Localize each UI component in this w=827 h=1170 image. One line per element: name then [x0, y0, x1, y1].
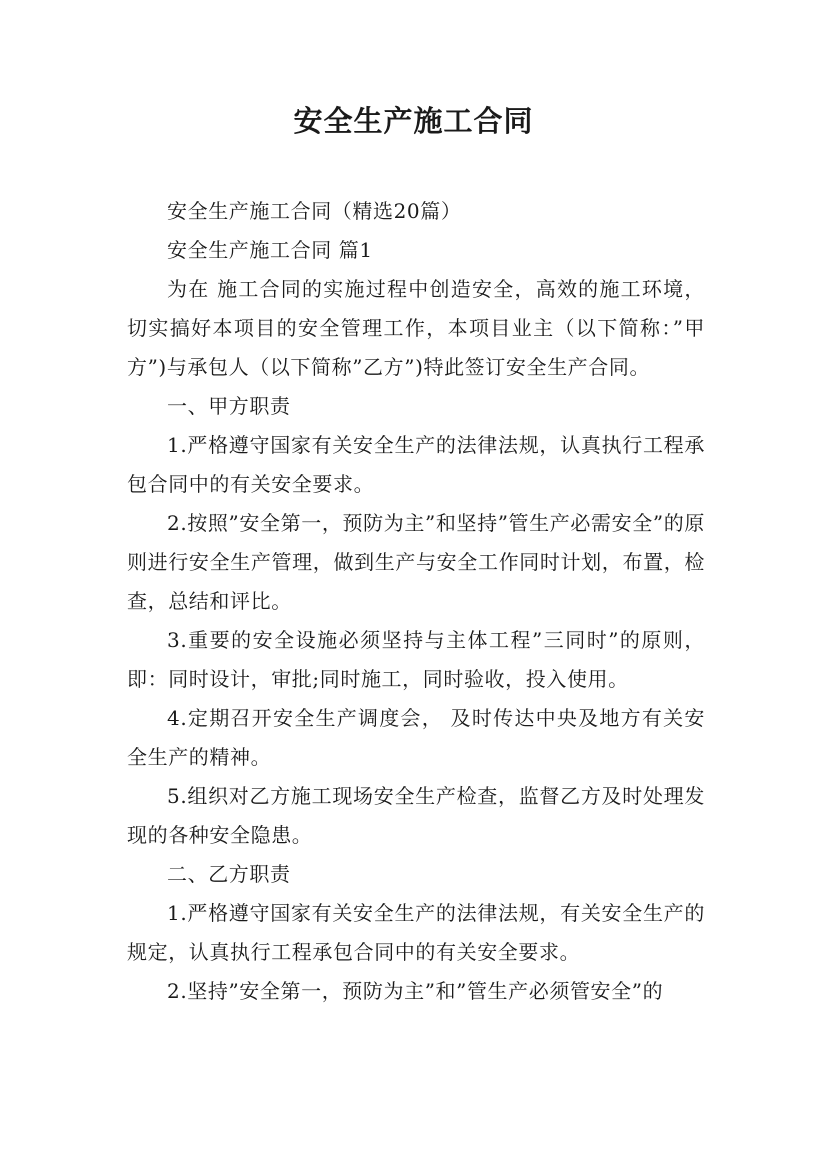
- heading-party-a-duties: 一、甲方职责: [167, 394, 291, 418]
- party-a-item-2: 2.按照”安全第一，预防为主”和坚持”管生产必需安全”的原则进行安全生产管理，做到生产与安全工作同时计划，布置，检查，总结和评比。: [127, 511, 705, 613]
- paragraph-subtitle: 安全生产施工合同（精选20篇）: [167, 199, 462, 223]
- party-a-item-4: 4.定期召开安全生产调度会， 及时传达中央及地方有关安全生产的精神。: [127, 706, 705, 769]
- party-a-item-5: 5.组织对乙方施工现场安全生产检查，监督乙方及时处理发现的各种安全隐患。: [127, 784, 705, 847]
- paragraph-section-heading: 安全生产施工合同 篇1: [167, 238, 373, 262]
- document-body: [127, 192, 705, 1011]
- document-title: 安全生产施工合同: [293, 104, 534, 138]
- party-a-item-1: 1.严格遵守国家有关安全生产的法律法规，认真执行工程承包合同中的有关安全要求。: [127, 433, 705, 496]
- paragraph-preamble: 为在 施工合同的实施过程中创造安全，高效的施工环境，切实搞好本项目的安全管理工作，本项目业主（以下简称：”甲方”)与承包人（以下简称”乙方”)特此签订安全生产合同。: [127, 277, 705, 379]
- heading-party-b-duties: 二、乙方职责: [167, 862, 291, 886]
- party-b-item-1: 1.严格遵守国家有关安全生产的法律法规，有关安全生产的规定，认真执行工程承包合同中的有关安全要求。: [127, 901, 705, 964]
- party-a-item-3: 3.重要的安全设施必须坚持与主体工程”三同时”的原则，即：同时设计，审批;同时施工，同时验收，投入使用。: [127, 628, 705, 691]
- party-b-item-2: 2.坚持”安全第一，预防为主”和”管生产必须管安全”的: [167, 979, 664, 1003]
